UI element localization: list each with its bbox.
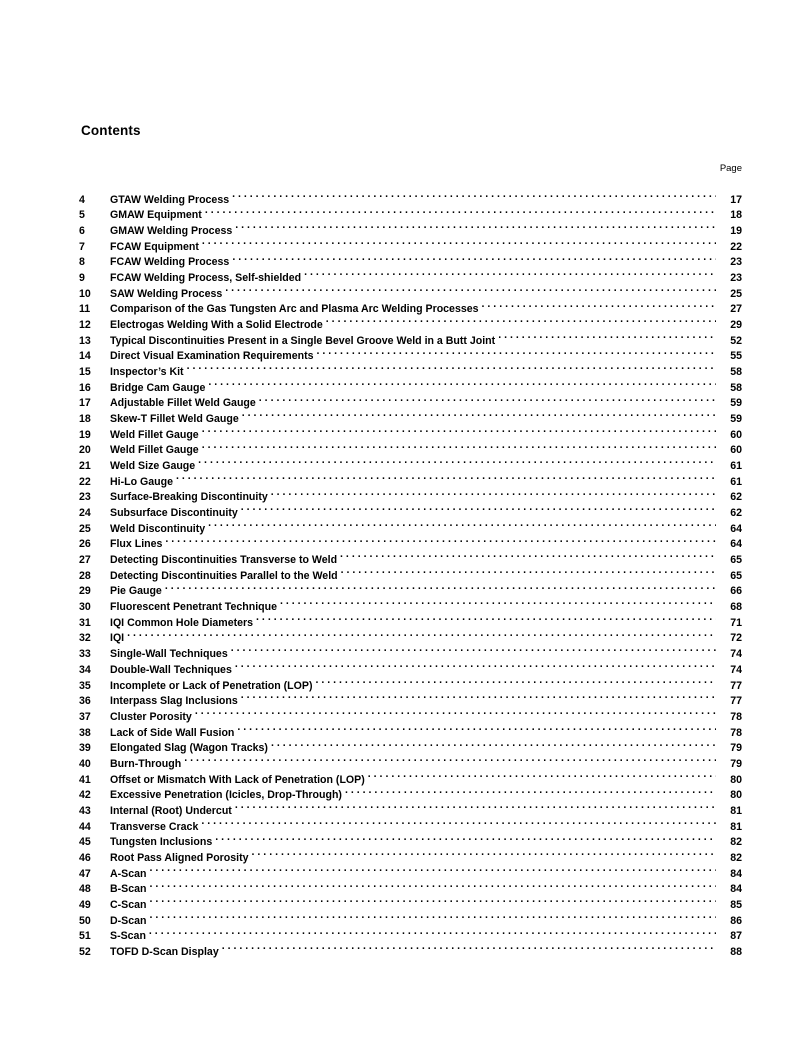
toc-entry-number: 15 xyxy=(79,366,91,379)
toc-leader-dots xyxy=(225,281,716,297)
toc-entry-page-number: 64 xyxy=(730,522,742,535)
toc-entry-title: Subsurface Discontinuity xyxy=(110,507,238,520)
toc-entry-title: FCAW Equipment xyxy=(110,240,199,253)
toc-entry-title: Offset or Mismatch With Lack of Penetration (LOP) xyxy=(110,773,365,786)
toc-leader-dots xyxy=(198,453,716,469)
toc-entry[interactable] xyxy=(79,626,742,645)
toc-leader-dots xyxy=(208,375,716,391)
toc-entry-number: 30 xyxy=(79,601,91,614)
toc-entry-number: 25 xyxy=(79,522,91,535)
toc-entry-page-number: 61 xyxy=(730,460,742,473)
toc-entry-page-number: 74 xyxy=(730,648,742,661)
toc-entry-page-number: 23 xyxy=(730,256,742,269)
toc-entry-number: 37 xyxy=(79,710,91,723)
toc-leader-dots xyxy=(242,406,716,422)
toc-entry-number: 20 xyxy=(79,444,91,457)
toc-entry-page-number: 61 xyxy=(730,475,742,488)
toc-entry-page-number: 23 xyxy=(730,272,742,285)
toc-leader-dots xyxy=(202,234,716,250)
toc-entry-page-number: 79 xyxy=(730,757,742,770)
toc-entry-number: 21 xyxy=(79,460,91,473)
toc-entry-number: 51 xyxy=(79,930,91,943)
toc-entry[interactable] xyxy=(79,877,742,896)
toc-entry-title: Weld Fillet Gauge xyxy=(110,444,199,457)
toc-entry-page-number: 85 xyxy=(730,898,742,911)
toc-entry-number: 18 xyxy=(79,413,91,426)
toc-entry-title: Incomplete or Lack of Penetration (LOP) xyxy=(110,679,313,692)
toc-leader-dots xyxy=(222,939,716,955)
toc-leader-dots xyxy=(202,438,716,454)
toc-leader-dots xyxy=(482,297,716,313)
toc-leader-dots xyxy=(232,187,716,203)
toc-entry-page-number: 58 xyxy=(730,366,742,379)
toc-entry-page-number: 79 xyxy=(730,742,742,755)
toc-leader-dots xyxy=(340,547,716,563)
toc-entry-title: IQI Common Hole Diameters xyxy=(110,616,254,629)
toc-leader-dots xyxy=(187,359,716,375)
toc-entry-title: Elongated Slag (Wagon Tracks) xyxy=(110,742,268,755)
toc-entry-number: 50 xyxy=(79,914,91,927)
toc-leader-dots xyxy=(256,610,716,626)
toc-leader-dots xyxy=(149,924,716,940)
toc-entry-number: 40 xyxy=(79,757,91,770)
toc-leader-dots xyxy=(150,908,717,924)
toc-entry-page-number: 80 xyxy=(730,789,742,802)
toc-entry-title: Detecting Discontinuities Parallel to the Weld xyxy=(110,569,338,582)
toc-entry[interactable] xyxy=(79,469,742,488)
toc-entry-page-number: 52 xyxy=(730,334,742,347)
toc-leader-dots xyxy=(232,250,716,266)
toc-entry-page-number: 82 xyxy=(730,836,742,849)
toc-entry-number: 26 xyxy=(79,538,91,551)
toc-entry-title: Fluorescent Penetrant Technique xyxy=(110,601,277,614)
toc-entry-number: 13 xyxy=(79,334,91,347)
toc-entry-page-number: 84 xyxy=(730,867,742,880)
toc-entry-number: 49 xyxy=(79,898,91,911)
toc-entry-title: S-Scan xyxy=(110,930,146,943)
toc-leader-dots xyxy=(127,626,716,642)
toc-leader-dots xyxy=(176,469,716,485)
toc-leader-dots xyxy=(326,312,716,328)
toc-entry-page-number: 17 xyxy=(730,193,742,206)
page-column-header: Page xyxy=(719,163,742,174)
toc-leader-dots xyxy=(202,422,716,438)
toc-leader-dots xyxy=(195,704,716,720)
toc-leader-dots xyxy=(341,563,716,579)
toc-entry-number: 39 xyxy=(79,742,91,755)
toc-entry-number: 5 xyxy=(79,209,85,222)
toc-entry-title: Root Pass Aligned Porosity xyxy=(110,851,249,864)
toc-entry-number: 48 xyxy=(79,883,91,896)
toc-entry-title: Transverse Crack xyxy=(110,820,199,833)
toc-entry-number: 45 xyxy=(79,836,91,849)
toc-entry-number: 44 xyxy=(79,820,91,833)
toc-entry-page-number: 18 xyxy=(730,209,742,222)
toc-leader-dots xyxy=(252,845,716,861)
toc-entry-title: Internal (Root) Undercut xyxy=(110,804,232,817)
toc-leader-dots xyxy=(215,830,716,846)
toc-entry-page-number: 84 xyxy=(730,883,742,896)
toc-leader-dots xyxy=(345,783,716,799)
toc-leader-dots xyxy=(280,594,716,610)
toc-entry-title: Weld Size Gauge xyxy=(110,460,196,473)
toc-entry-number: 8 xyxy=(79,256,85,269)
toc-entry-number: 52 xyxy=(79,945,91,958)
toc-entry-page-number: 22 xyxy=(730,240,742,253)
toc-entry-title: FCAW Welding Process, Self-shielded xyxy=(110,272,302,285)
toc-entry-number: 6 xyxy=(79,225,85,238)
toc-entry-title: Single-Wall Techniques xyxy=(110,648,228,661)
toc-entry-number: 16 xyxy=(79,381,91,394)
toc-leader-dots xyxy=(368,767,716,783)
toc-entry-title: Direct Visual Examination Requirements xyxy=(110,350,314,363)
toc-entry-page-number: 65 xyxy=(730,554,742,567)
toc-entry-title: Inspector’s Kit xyxy=(110,366,184,379)
toc-entry-number: 7 xyxy=(79,240,85,253)
toc-entry-page-number: 68 xyxy=(730,601,742,614)
table-of-contents xyxy=(79,187,742,958)
toc-entry-number: 9 xyxy=(79,272,85,285)
toc-entry-page-number: 59 xyxy=(730,397,742,410)
toc-entry-number: 41 xyxy=(79,773,91,786)
toc-entry[interactable] xyxy=(79,861,742,880)
toc-entry[interactable] xyxy=(79,187,742,206)
toc-entry[interactable] xyxy=(79,594,742,614)
toc-entry-number: 17 xyxy=(79,397,91,410)
toc-entry-number: 31 xyxy=(79,616,91,629)
toc-entry-page-number: 60 xyxy=(730,428,742,441)
toc-entry-number: 22 xyxy=(79,475,91,488)
toc-leader-dots xyxy=(259,391,716,407)
toc-entry-number: 19 xyxy=(79,428,91,441)
toc-entry-page-number: 81 xyxy=(730,820,742,833)
toc-entry-title: Interpass Slag Inclusions xyxy=(110,695,238,708)
toc-leader-dots xyxy=(231,641,716,657)
toc-entry[interactable] xyxy=(79,908,742,927)
toc-entry-page-number: 19 xyxy=(730,225,742,238)
toc-leader-dots xyxy=(205,203,716,219)
toc-entry[interactable] xyxy=(79,579,742,598)
toc-leader-dots xyxy=(208,516,716,532)
toc-entry-number: 35 xyxy=(79,679,91,692)
toc-entry-page-number: 78 xyxy=(730,710,742,723)
toc-entry-number: 42 xyxy=(79,789,91,802)
toc-entry-page-number: 55 xyxy=(730,350,742,363)
toc-entry-title: Burn-Through xyxy=(110,757,182,770)
toc-entry-page-number: 60 xyxy=(730,444,742,457)
toc-entry-page-number: 66 xyxy=(730,585,742,598)
toc-entry-title: Double-Wall Techniques xyxy=(110,663,232,676)
toc-entry-title: SAW Welding Process xyxy=(110,287,223,300)
toc-entry-number: 34 xyxy=(79,663,91,676)
toc-entry-page-number: 62 xyxy=(730,491,742,504)
toc-entry-number: 4 xyxy=(79,193,85,206)
toc-entry-number: 10 xyxy=(79,287,91,300)
toc-leader-dots xyxy=(150,877,717,893)
toc-entry-page-number: 64 xyxy=(730,538,742,551)
toc-leader-dots xyxy=(150,861,717,877)
toc-entry-page-number: 86 xyxy=(730,914,742,927)
toc-leader-dots xyxy=(317,344,716,360)
toc-entry-page-number: 88 xyxy=(730,945,742,958)
toc-entry-page-number: 65 xyxy=(730,569,742,582)
toc-entry-page-number: 27 xyxy=(730,303,742,316)
toc-entry-number: 32 xyxy=(79,632,91,645)
toc-entry-page-number: 62 xyxy=(730,507,742,520)
toc-leader-dots xyxy=(304,265,716,281)
toc-entry-page-number: 78 xyxy=(730,726,742,739)
toc-entry-title: Surface-Breaking Discontinuity xyxy=(110,491,268,504)
toc-entry-page-number: 74 xyxy=(730,663,742,676)
toc-entry-title: Typical Discontinuities Present in a Single Bevel Groove Weld in a Butt Joint xyxy=(110,334,496,347)
toc-entry-title: Detecting Discontinuities Transverse to Weld xyxy=(110,554,338,567)
toc-entry-number: 47 xyxy=(79,867,91,880)
toc-entry-page-number: 59 xyxy=(730,413,742,426)
toc-entry[interactable] xyxy=(79,547,742,567)
toc-entry-title: FCAW Welding Process xyxy=(110,256,230,269)
toc-entry-number: 33 xyxy=(79,648,91,661)
page-title: Contents xyxy=(81,123,141,138)
toc-entry-title: TOFD D-Scan Display xyxy=(110,945,219,958)
toc-entry-title: Comparison of the Gas Tungsten Arc and Plasma Arc Welding Processes xyxy=(110,303,479,316)
toc-entry[interactable] xyxy=(79,924,742,943)
toc-entry-title: D-Scan xyxy=(110,914,147,927)
toc-entry-number: 27 xyxy=(79,554,91,567)
toc-entry-page-number: 25 xyxy=(730,287,742,300)
toc-entry-page-number: 58 xyxy=(730,381,742,394)
toc-entry-title: Excessive Penetration (Icicles, Drop-Through) xyxy=(110,789,342,802)
toc-entry[interactable] xyxy=(79,532,742,551)
toc-entry-number: 46 xyxy=(79,851,91,864)
toc-entry-title: GMAW Welding Process xyxy=(110,225,233,238)
toc-leader-dots xyxy=(241,500,716,516)
toc-entry-page-number: 87 xyxy=(730,930,742,943)
toc-entry[interactable] xyxy=(79,641,742,661)
toc-entry-title: Skew-T Fillet Weld Gauge xyxy=(110,413,239,426)
toc-entry-title: Lack of Side Wall Fusion xyxy=(110,726,235,739)
toc-leader-dots xyxy=(184,751,716,767)
toc-entry-page-number: 82 xyxy=(730,851,742,864)
toc-entry-title: Electrogas Welding With a Solid Electrode xyxy=(110,319,323,332)
toc-entry-title: Bridge Cam Gauge xyxy=(110,381,206,394)
toc-leader-dots xyxy=(271,736,716,752)
toc-entry-number: 43 xyxy=(79,804,91,817)
toc-entry-number: 29 xyxy=(79,585,91,598)
toc-entry-title: Weld Fillet Gauge xyxy=(110,428,199,441)
toc-entry-title: B-Scan xyxy=(110,883,147,896)
toc-entry-title: Tungsten Inclusions xyxy=(110,836,213,849)
toc-leader-dots xyxy=(150,892,717,908)
toc-entry-number: 23 xyxy=(79,491,91,504)
toc-leader-dots xyxy=(271,485,716,501)
toc-entry-page-number: 80 xyxy=(730,773,742,786)
toc-leader-dots xyxy=(235,657,716,673)
toc-entry[interactable] xyxy=(79,892,742,911)
toc-leader-dots xyxy=(201,814,716,830)
toc-entry-number: 28 xyxy=(79,569,91,582)
toc-entry-number: 24 xyxy=(79,507,91,520)
toc-entry-number: 14 xyxy=(79,350,91,363)
toc-leader-dots xyxy=(498,328,716,344)
toc-entry-number: 12 xyxy=(79,319,91,332)
toc-entry-page-number: 72 xyxy=(730,632,742,645)
toc-entry-title: Pie Gauge xyxy=(110,585,162,598)
toc-entry[interactable] xyxy=(79,939,742,958)
toc-entry-number: 38 xyxy=(79,726,91,739)
toc-entry-number: 36 xyxy=(79,695,91,708)
toc-leader-dots xyxy=(235,798,716,814)
toc-entry-title: A-Scan xyxy=(110,867,147,880)
toc-entry-page-number: 71 xyxy=(730,616,742,629)
toc-leader-dots xyxy=(165,579,716,595)
toc-entry-title: Flux Lines xyxy=(110,538,163,551)
toc-entry-title: GTAW Welding Process xyxy=(110,193,230,206)
toc-entry-number: 11 xyxy=(79,303,91,316)
toc-entry-title: IQI xyxy=(110,632,125,645)
toc-leader-dots xyxy=(235,218,716,234)
toc-leader-dots xyxy=(237,720,716,736)
toc-entry-page-number: 77 xyxy=(730,679,742,692)
toc-entry-title: GMAW Equipment xyxy=(110,209,202,222)
toc-entry-page-number: 81 xyxy=(730,804,742,817)
toc-entry-title: Weld Discontinuity xyxy=(110,522,206,535)
toc-entry-title: Adjustable Fillet Weld Gauge xyxy=(110,397,256,410)
toc-entry-title: Cluster Porosity xyxy=(110,710,192,723)
toc-entry[interactable] xyxy=(79,485,742,504)
toc-leader-dots xyxy=(316,673,717,689)
toc-leader-dots xyxy=(241,689,716,705)
toc-entry-page-number: 77 xyxy=(730,695,742,708)
toc-entry-title: C-Scan xyxy=(110,898,147,911)
toc-entry-page-number: 29 xyxy=(730,319,742,332)
toc-entry-title: Hi-Lo Gauge xyxy=(110,475,173,488)
toc-leader-dots xyxy=(165,532,716,548)
